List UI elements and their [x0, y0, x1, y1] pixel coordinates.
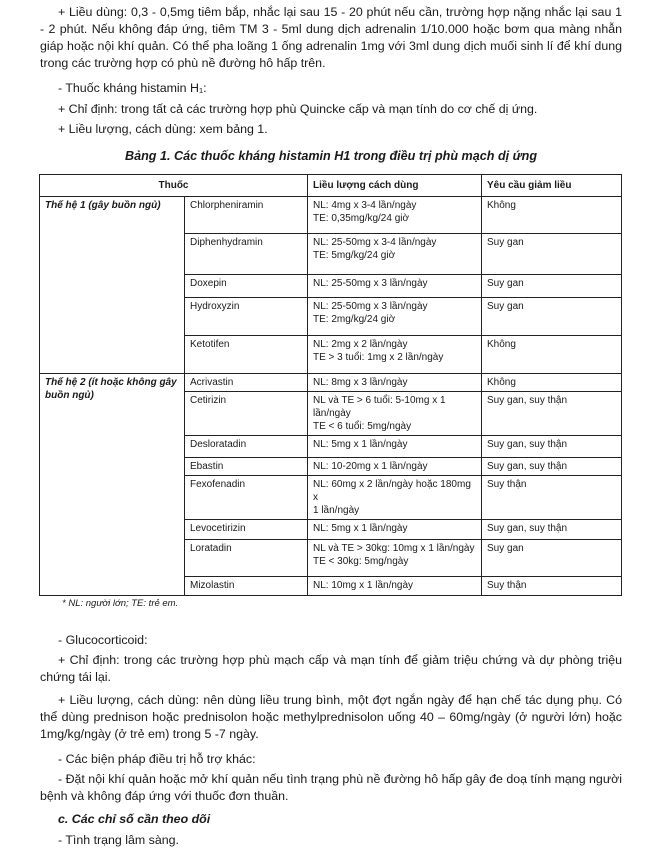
dose-reduction-cell: Không [482, 197, 622, 234]
drug-name: Acrivastin [185, 374, 308, 392]
dose-cell: NL: 4mg x 3-4 lần/ngày TE: 0,35mg/kg/24 giờ [308, 197, 482, 234]
dose-reduction-cell: Suy gan, suy thận [482, 520, 622, 540]
drug-name: Mizolastin [185, 577, 308, 596]
drug-name: Loratadin [185, 540, 308, 577]
dose-reduction-cell: Suy gan, suy thận [482, 392, 622, 436]
drug-name: Ebastin [185, 458, 308, 476]
table-header-row [40, 175, 622, 197]
dose-cell: NL: 8mg x 3 lần/ngày [308, 374, 482, 392]
drug-name: Ketotifen [185, 336, 308, 374]
dose-reduction-cell: Suy gan [482, 540, 622, 577]
header-drug: Thuốc [40, 175, 308, 197]
antihistamine-table [39, 174, 622, 596]
drug-name: Fexofenadin [185, 476, 308, 520]
dose-cell: NL và TE > 6 tuổi: 5-10mg x 1 lần/ngày TE < 6 tuổi: 5mg/ngày [308, 392, 482, 436]
paragraph-glucocorticoid-heading: - Glucocorticoid: [58, 633, 148, 647]
paragraph-antihistamine-heading: - Thuốc kháng histamin H₁: [58, 81, 207, 95]
group-name-gen1: Thế hệ 1 (gây buồn ngủ) [40, 197, 185, 374]
drug-name: Diphenhydramin [185, 234, 308, 275]
paragraph-antihistamine-dose: + Liều lượng, cách dùng: xem bảng 1. [58, 122, 268, 136]
drug-name: Hydroxyzin [185, 298, 308, 336]
header-dose-reduction: Yêu cầu giảm liều [482, 175, 622, 197]
drug-name: Levocetirizin [185, 520, 308, 540]
table-caption: Bảng 1. Các thuốc kháng histamin H1 trong điều trị phù mạch dị ứng [124, 149, 538, 163]
header-dose: Liều lượng cách dùng [308, 175, 482, 197]
dose-cell: NL và TE > 30kg: 10mg x 1 lần/ngày TE < 30kg: 5mg/ngày [308, 540, 482, 577]
dose-cell: NL: 5mg x 1 lần/ngày [308, 520, 482, 540]
paragraph-intubation: - Đặt nội khí quản hoặc mở khí quản nếu tình trạng phù nề đường hô hấp gây đe doạ tính mạng người bệnh và không đáp ứng với thuốc đơn thuần. [40, 772, 622, 803]
dose-reduction-cell: Suy gan [482, 234, 622, 275]
drug-name: Cetirizin [185, 392, 308, 436]
dose-cell: NL: 25-50mg x 3-4 lần/ngày TE: 5mg/kg/24 giờ [308, 234, 482, 275]
section-heading-monitoring: c. Các chỉ số cần theo dõi [58, 812, 211, 826]
dose-reduction-cell: Suy gan [482, 275, 622, 298]
dose-reduction-cell: Không [482, 374, 622, 392]
table-row [40, 197, 622, 234]
table-footnote: * NL: người lớn; TE: trẻ em. [62, 598, 179, 609]
paragraph-glucocorticoid-indication: + Chỉ định: trong các trường hợp phù mạch cấp và mạn tính để giảm triệu chứng và dự phòng triệu chứng tái lại. [40, 653, 622, 684]
dose-reduction-cell: Suy gan, suy thận [482, 458, 622, 476]
dose-reduction-cell: Không [482, 336, 622, 374]
dose-cell: NL: 10-20mg x 1 lần/ngày [308, 458, 482, 476]
paragraph-antihistamine-indication: + Chỉ định: trong tất cả các trường hợp phù Quincke cấp và mạn tính do cơ chế dị ứng. [58, 102, 538, 116]
dose-reduction-cell: Suy gan [482, 298, 622, 336]
drug-name: Doxepin [185, 275, 308, 298]
dose-cell: NL: 5mg x 1 lần/ngày [308, 436, 482, 458]
paragraph-adrenalin-dose: + Liều dùng: 0,3 - 0,5mg tiêm bắp, nhắc lại sau 15 - 20 phút nếu cần, trường hợp nặng nhắc lại sau 1 - 2 phút. Nếu không đáp ứng, tiêm TM 3 - 5ml dung dịch adrenalin 1/10.000 hoặc bơm qua màng nhẫn giáp hoặc nội khí quản. Có thể pha loãng 1 ống adrenalin 1mg với 3ml dung dịch muối sinh lí để khí dung trong các trường hợp có phù nề đường hô hấp trên. [40, 5, 622, 70]
dose-reduction-cell: Suy gan, suy thận [482, 436, 622, 458]
group-name-gen2: Thế hệ 2 (ít hoặc không gây buồn ngủ) [40, 374, 185, 596]
dose-cell: NL: 60mg x 2 lần/ngày hoặc 180mg x 1 lần/ngày [308, 476, 482, 520]
dose-cell: NL: 25-50mg x 3 lần/ngày TE: 2mg/kg/24 giờ [308, 298, 482, 336]
paragraph-supportive-heading: - Các biện pháp điều trị hỗ trợ khác: [58, 752, 256, 766]
dose-reduction-cell: Suy thận [482, 476, 622, 520]
dose-reduction-cell: Suy thận [482, 577, 622, 596]
drug-name: Chlorpheniramin [185, 197, 308, 234]
paragraph-clinical-status: - Tình trạng lâm sàng. [58, 833, 179, 847]
drug-name: Desloratadin [185, 436, 308, 458]
paragraph-glucocorticoid-dose: + Liều lượng, cách dùng: nên dùng liều trung bình, một đợt ngắn ngày để hạn chế tác dụng phụ. Có thể dùng prednison hoặc prednisolon hoặc methylprednisolon uống 40 – 60mg/ngày (ở người lớn) hoặc 1mg/kg/ngày (ở trẻ em) trong 5 -7 ngày. [40, 693, 622, 741]
dose-cell: NL: 10mg x 1 lần/ngày [308, 577, 482, 596]
dose-cell: NL: 2mg x 2 lần/ngày TE > 3 tuổi: 1mg x 2 lần/ngày [308, 336, 482, 374]
dose-cell: NL: 25-50mg x 3 lần/ngày [308, 275, 482, 298]
table-row [40, 374, 622, 392]
